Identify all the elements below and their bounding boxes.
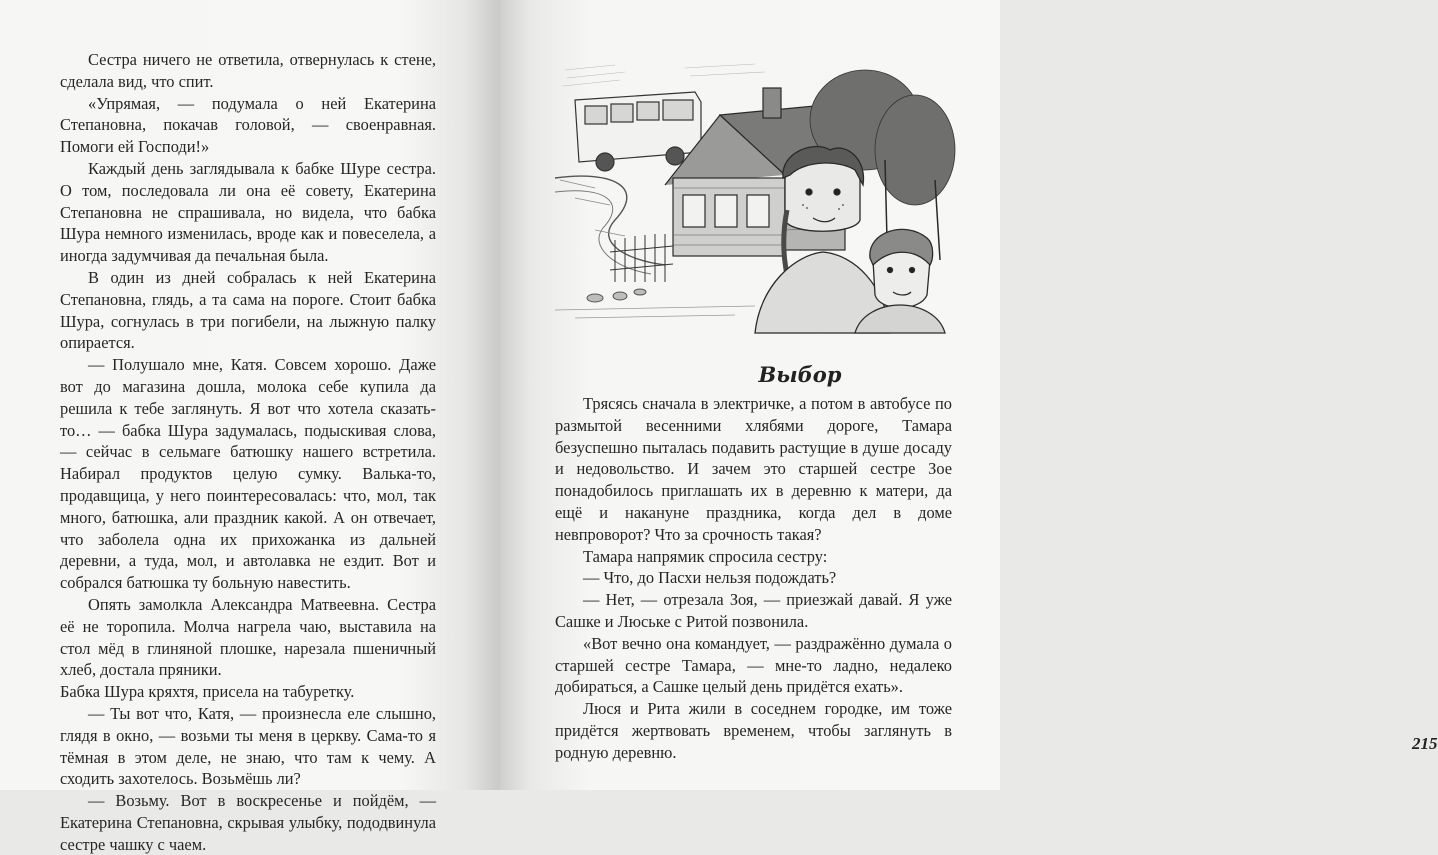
village-bus-children-illustration — [555, 60, 950, 333]
left-paragraph-4: В один из дней собралась к ней Екатерина Степановна, глядь, а та сама на пороге. Стоит бабка Шура, согнулась в три погибели, на лыжную палку опирается. — [60, 267, 436, 353]
left-paragraph-8: — Ты вот что, Катя, — произнесла еле слышно, глядя в окно, — возьми ты меня в церкву. Сама-то я тёмная в этом деле, не знаю, что там к чему. А сходить захотелось. Возьмёшь ли? — [60, 703, 436, 789]
left-paragraph-5: — Полушало мне, Катя. Совсем хорошо. Даже вот до магазина дошла, молока себе купила да решила к тебе заглянуть. Я вот что хотела сказать-то… — бабка Шура задумалась, подыскивая слова, — сейчас в сельмаге батюшку нашего встретила. Набирал продуктов целую сумку. Валька-то, продавщица, у него поинтересовалась: что, мол, так много, батюшка, али праздник какой. А он отвечает, что заболела одна их прихожанка из дальней деревни, а туда, мол, и автолавка не ездит. Вот и собрался батюшка ту больную навестить. — [60, 355, 436, 593]
left-paragraph-6: Опять замолкла Александра Матвеевна. Сестра её не торопила. Молча нагрела чаю, выставила на стол мёд в глиняной плошке, нарезала пшеничный хлеб, достала пряники. — [60, 594, 436, 680]
right-paragraph-6: Люся и Рита жили в соседнем городке, им тоже придётся жертвовать временем, чтобы заглянуть в родную деревню. — [555, 699, 952, 762]
left-page-text — [60, 49, 436, 855]
page-number: 215 — [1412, 734, 1438, 753]
right-paragraph-3: — Что, до Пасхи нельзя подождать? — [583, 568, 837, 588]
left-paragraph-3: Каждый день заглядывала к бабке Шуре сестра. О том, последовала ли она её совету, Екатерина Степановна не спрашивала, но видела, что бабка Шура немного изменилась, вроде как и повеселела, а иногда задумчивая да печальная была. — [60, 158, 436, 266]
right-page-text — [555, 393, 952, 764]
right-paragraph-4: — Нет, — отрезала Зоя, — приезжай давай. Я уже Сашке и Люське с Ритой позвонила. — [555, 590, 952, 631]
right-paragraph-1: Трясясь сначала в электричке, а потом в автобусе по размытой весенними хлябями дороге, Тамара безуспешно пыталась подавить растущие в душе досаду и недовольство. И зачем это старшей сестре Зое понадобилось приглашать их в деревню к матери, да ещё и накануне праздника, когда дел в доме невпроворот? Что за срочность такая? — [555, 394, 952, 544]
chapter-title: Выбор — [758, 362, 842, 387]
right-paragraph-5: «Вот вечно она командует, — раздражённо думала о старшей сестре Тамара, — мне-то ладно, недалеко добираться, а Сашке целый день придётся ехать». — [555, 633, 952, 697]
left-paragraph-9: — Возьму. Вот в воскресенье и пойдём, — Екатерина Степановна, скрывая улыбку, пододвинула сестре чашку с чаем. — [60, 791, 436, 854]
left-page — [0, 0, 500, 854]
left-paragraph-2: «Упрямая, — подумала о ней Екатерина Степановна, покачав головой, — своенравная. Помоги ей Господи!» — [60, 93, 436, 157]
right-page — [500, 0, 1438, 790]
left-paragraph-1: Сестра ничего не ответила, отвернулась к стене, сделала вид, что спит. — [60, 50, 436, 91]
right-paragraph-2: Тамара напрямик спросила сестру: — [583, 546, 828, 566]
left-paragraph-7: Бабка Шура кряхтя, присела на табуретку. — [60, 682, 355, 702]
